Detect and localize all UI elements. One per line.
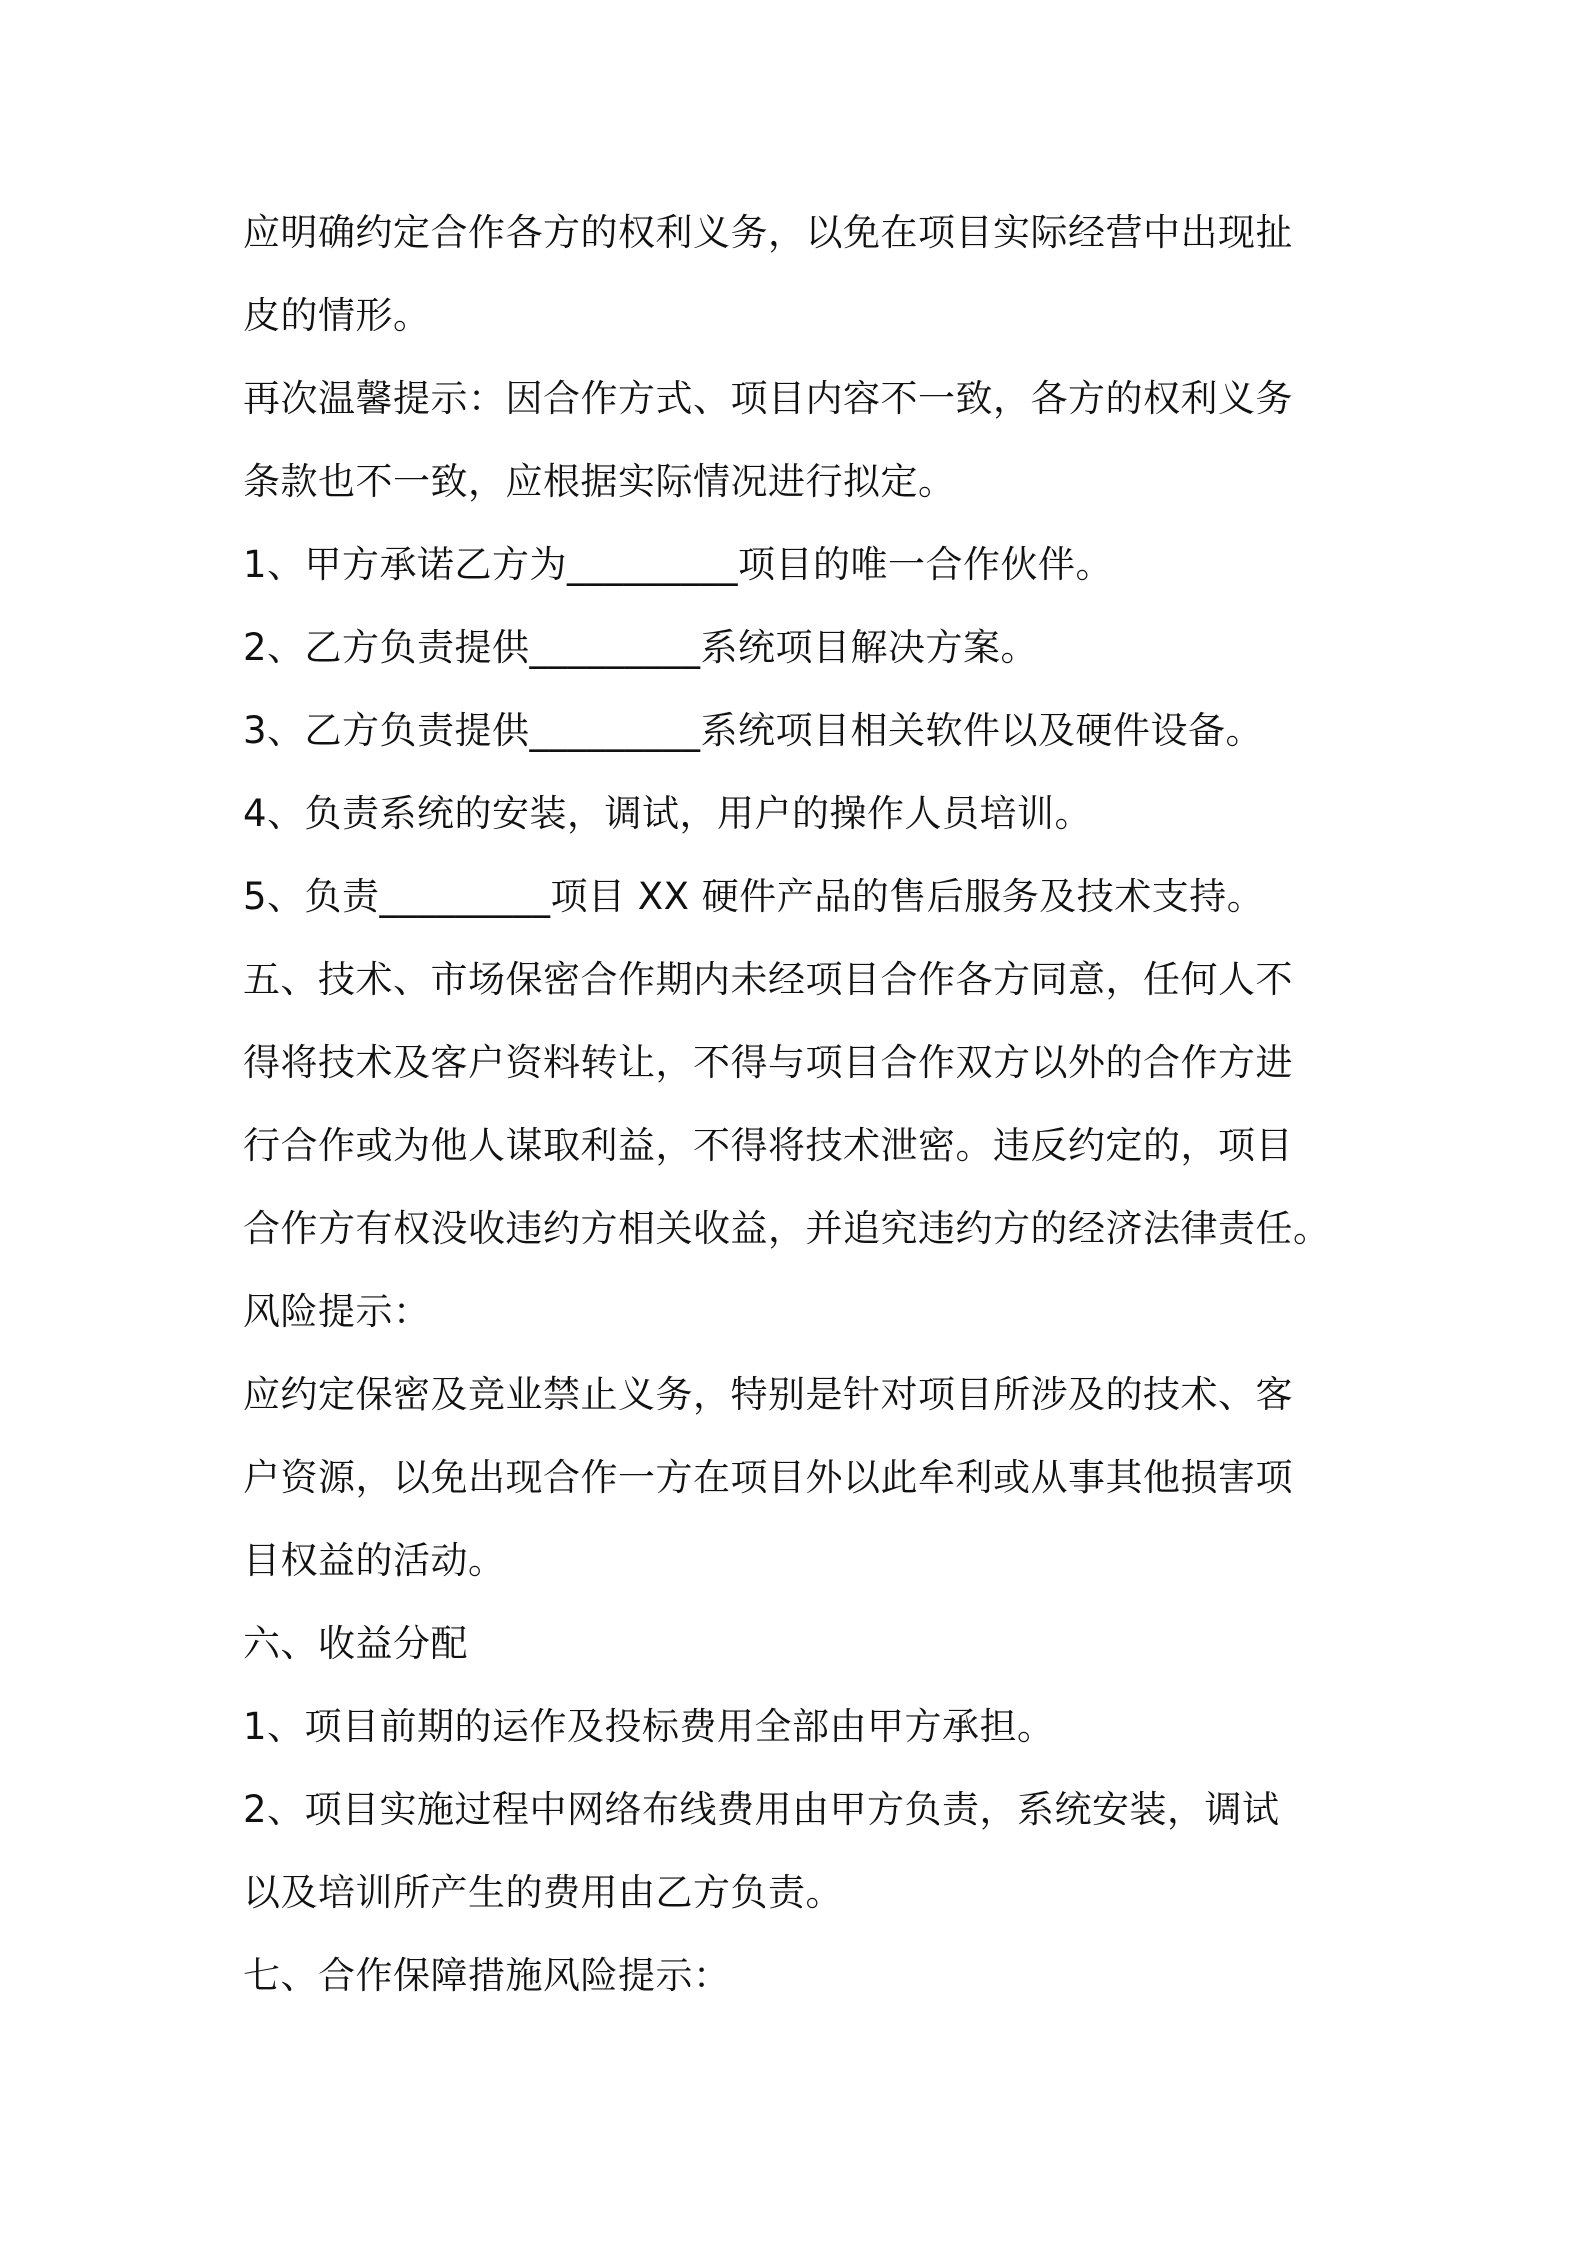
section-heading-6: 六、收益分配 — [243, 1622, 468, 1665]
list-item: 2、乙方负责提供_________系统项目解决方案。 — [243, 626, 1039, 669]
risk-tip-label: 风险提示： — [243, 1290, 431, 1333]
body-line: 再次温馨提示：因合作方式、项目内容不一致，各方的权利义务 — [243, 377, 1293, 420]
list-item: 3、乙方负责提供_________系统项目相关软件以及硬件设备。 — [243, 709, 1264, 752]
body-line: 户资源，以免出现合作一方在项目外以此牟利或从事其他损害项 — [243, 1456, 1293, 1499]
list-item: 1、项目前期的运作及投标费用全部由甲方承担。 — [243, 1705, 1055, 1748]
list-item: 1、甲方承诺乙方为_________项目的唯一合作伙伴。 — [243, 543, 1114, 586]
body-line: 目权益的活动。 — [243, 1539, 506, 1582]
document-body — [243, 191, 1378, 2017]
body-line: 条款也不一致，应根据实际情况进行拟定。 — [243, 460, 956, 503]
list-item: 2、项目实施过程中网络布线费用由甲方负责，系统安装，调试 — [243, 1788, 1280, 1831]
body-line: 得将技术及客户资料转让，不得与项目合作双方以外的合作方进 — [243, 1041, 1293, 1084]
list-item: 5、负责_________项目 XX 硬件产品的售后服务及技术支持。 — [243, 875, 1265, 918]
body-line: 皮的情形。 — [243, 294, 431, 337]
body-line: 行合作或为他人谋取利益，不得将技术泄密。违反约定的，项目 — [243, 1124, 1293, 1167]
section-heading-5: 五、技术、市场保密合作期内未经项目合作各方同意，任何人不 — [243, 958, 1293, 1001]
section-heading-7: 七、合作保障措施风险提示： — [243, 1954, 731, 1997]
body-line: 合作方有权没收违约方相关收益，并追究违约方的经济法律责任。 — [243, 1207, 1331, 1250]
body-line: 以及培训所产生的费用由乙方负责。 — [243, 1871, 843, 1914]
body-line: 应明确约定合作各方的权利义务，以免在项目实际经营中出现扯 — [243, 211, 1293, 254]
list-item: 4、负责系统的安装，调试，用户的操作人员培训。 — [243, 792, 1093, 835]
body-line: 应约定保密及竞业禁止义务，特别是针对项目所涉及的技术、客 — [243, 1373, 1293, 1416]
